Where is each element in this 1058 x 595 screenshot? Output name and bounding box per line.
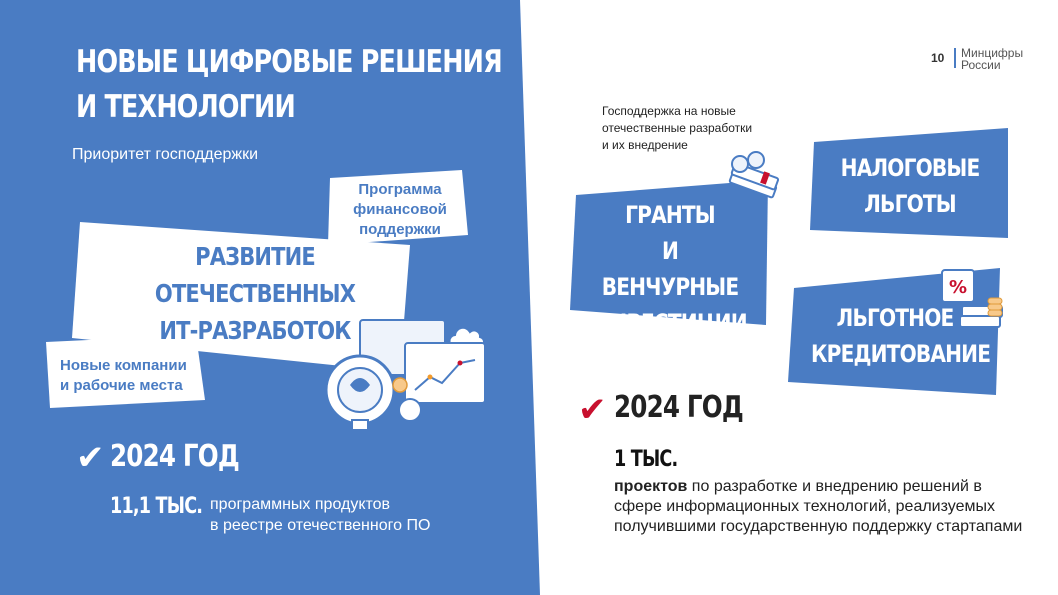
logo-divider (954, 48, 956, 68)
tile-tax-label: НАЛОГОВЫЕ ЛЬГОТЫ (840, 154, 980, 218)
card-development-label: РАЗВИТИЕ ОТЕЧЕСТВЕННЫХ ИТ-РАЗРАБОТОК (154, 242, 356, 345)
page-title: НОВЫЕ ЦИФРОВЫЕ РЕШЕНИЯ И ТЕХНОЛОГИИ (76, 44, 502, 125)
left-stat-description: программных продуктов в реестре отечественного ПО (210, 496, 431, 534)
gear-lightbulb-icon (320, 315, 495, 435)
page-number: 10 (931, 51, 945, 65)
card-new-companies-label: Новые компании и рабочие места (60, 357, 187, 394)
browser-chart-icon (405, 343, 485, 403)
subtitle: Приоритет господдержки (72, 146, 259, 163)
card-financial-label: Программа финансовой поддержки (353, 181, 447, 238)
right-stat-bold: проектов (614, 478, 688, 495)
tile-credit-label: ЛЬГОТНОЕ КРЕДИТОВАНИЕ (811, 304, 991, 368)
left-stat-value: 11,1 ТЫС. (110, 494, 203, 519)
left-year: 2024 ГОД (110, 439, 239, 474)
right-stat-value: 1 ТЫС. (614, 447, 678, 472)
tile-grants-label: ГРАНТЫ И ВЕНЧУРНЫЕ ИНВЕСТИЦИИ (594, 201, 747, 337)
checkmark-icon: ✔ (76, 439, 105, 477)
svg-text:%: % (948, 277, 968, 298)
right-stat-description (614, 477, 1034, 537)
support-note: Господдержка на новые отечественные разработки и их внедрение (602, 104, 753, 152)
ministry-logo: Минцифры России (961, 46, 1024, 72)
right-stat-text: по разработке и внедрению решений в сфере информационных технологий, реализуемых получившими государственную поддержку стартапами (614, 478, 1023, 535)
right-year: 2024 ГОД (614, 390, 743, 425)
checkmark-icon: ✔ (578, 391, 607, 429)
